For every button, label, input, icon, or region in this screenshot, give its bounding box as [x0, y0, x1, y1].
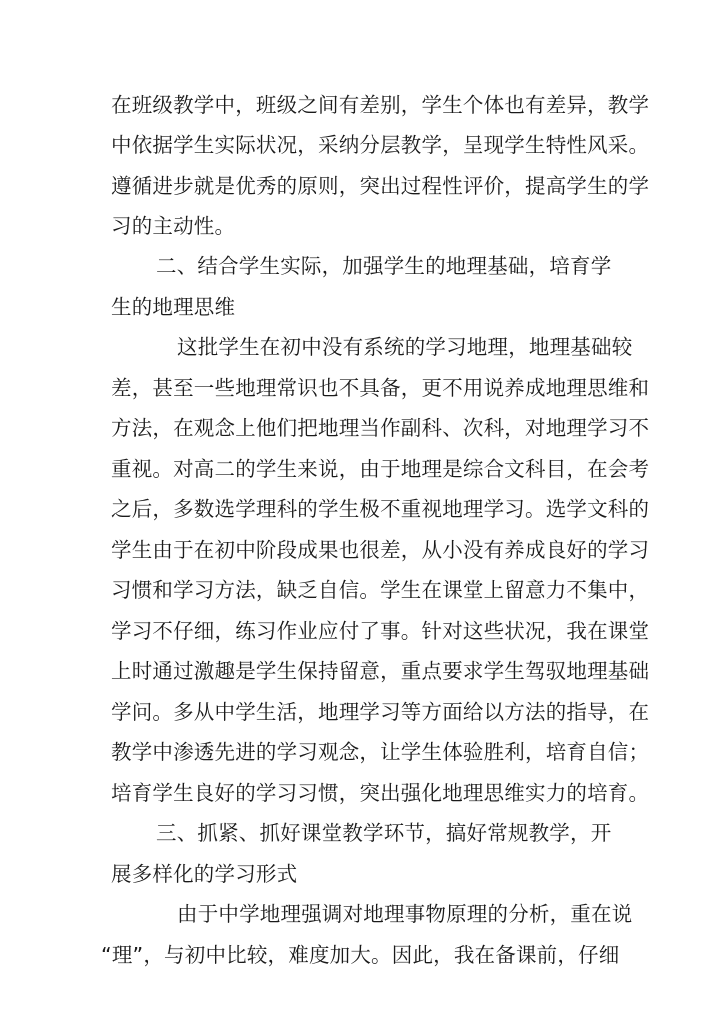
- section-heading-line: 三、抓紧、抓好课堂教学环节，搞好常规教学，开: [156, 821, 612, 845]
- section-heading-line: 展多样化的学习形式: [111, 862, 298, 886]
- section-heading-line: 二、结合学生实际，加强学生的地理基础，培育学: [156, 254, 612, 278]
- paragraph-line: 上时通过激趣是学生保持留意，重点要求学生驾驭地理基础: [111, 659, 650, 683]
- section-heading-line: 生的地理思维: [111, 295, 236, 319]
- paragraph-line: 教学中渗透先进的学习观念，让学生体验胜利，培育自信；: [111, 740, 650, 764]
- paragraph-line: 在班级教学中，班级之间有差别，学生个体也有差异，教学: [111, 93, 650, 117]
- paragraph-line: “理”，与初中比较，难度加大。因此，我在备课前，仔细: [101, 943, 620, 967]
- paragraph-line: 差，甚至一些地理常识也不具备，更不用说养成地理思维和: [111, 376, 650, 400]
- paragraph-line: 之后，多数选学理科的学生极不重视地理学习。选学文科的: [111, 497, 650, 521]
- paragraph-line: 遵循进步就是优秀的原则，突出过程性评价，提高学生的学: [111, 174, 650, 198]
- paragraph-line: 习惯和学习方法，缺乏自信。学生在课堂上留意力不集中，: [111, 578, 650, 602]
- paragraph-line: 学生由于在初中阶段成果也很差，从小没有养成良好的学习: [111, 538, 650, 562]
- paragraph-line: 由于中学地理强调对地理事物原理的分析，重在说: [177, 902, 633, 926]
- paragraph-line: 习的主动性。: [111, 214, 236, 238]
- paragraph-line: 这批学生在初中没有系统的学习地理，地理基础较: [177, 335, 633, 359]
- paragraph-line: 学问。多从中学生活，地理学习等方面给以方法的指导，在: [111, 700, 650, 724]
- paragraph-line: 学习不仔细，练习作业应付了事。针对这些状况，我在课堂: [111, 619, 650, 643]
- paragraph-line: 重视。对高二的学生来说，由于地理是综合文科目，在会考: [111, 457, 650, 481]
- paragraph-line: 方法，在观念上他们把地理当作副科、次科，对地理学习不: [111, 416, 650, 440]
- paragraph-line: 培育学生良好的学习习惯，突出强化地理思维实力的培育。: [111, 781, 650, 805]
- paragraph-line: 中依据学生实际状况，采纳分层教学，呈现学生特性风采。: [111, 133, 650, 157]
